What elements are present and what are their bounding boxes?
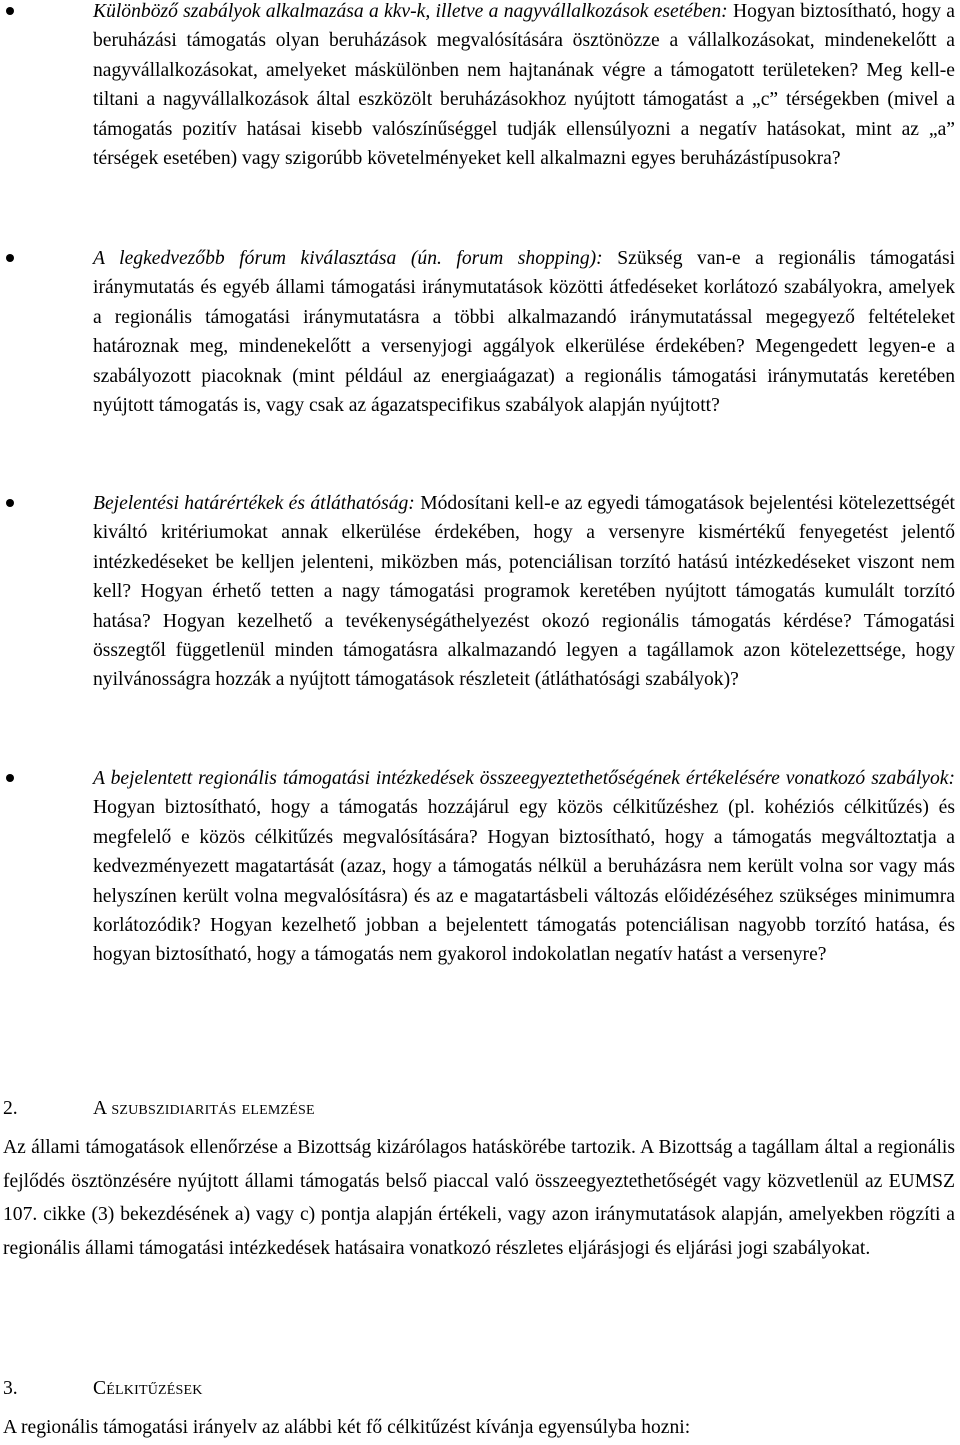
bullet-lead: Bejelentési határértékek és átláthatóság: (93, 493, 415, 514)
bullet-icon (6, 774, 14, 782)
bullet-lead: A bejelentett regionális támogatási intézkedések összeegyeztethetőségének értékelésére vonatkozó szabályok: (93, 768, 955, 789)
bullet-text (93, 764, 955, 970)
bullet-body: Hogyan biztosítható, hogy a támogatás hozzájárul egy közös célkitűzéshez (pl. kohéziós célkitűzés) és megfelelő e közös célkitűzés megvalósítására? Hogyan biztosítható, hogy a támogatás megváltoztatja a kedvezményezett magatartását (azaz, hogy a támogatás nélkül a beruházásra nem került volna sor vagy más helyszínen került volna megvalósításra) és az e magatartásbeli változás előidézéséhez szükséges minimumra korlátozódik? Hogyan kezelhető jobban a bejelentett támogatás potenciálisan nagyobb torzító hatása, és hogyan biztosítható, hogy a támogatás nem gyakorol indokolatlan negatív hatást a versenyre? (93, 797, 955, 966)
section-number: 3. (3, 1378, 18, 1399)
bullet-body: Módosítani kell-e az egyedi támogatások bejelentési kötelezettségét kiváltó kritériumokat annak elkerülése érdekében, hogy a versenyre kismértékű fenyegetést jelentő intézkedéseket be kelljen jelenteni, miközben más, potenciálisan torzító hatású intézkedéseket viszont nem kell? Hogyan érhető tetten a nagy támogatási programok keretében nyújtott támogatás kumulált torzító hatása? Hogyan kezelhető a tevékenységáthelyezést okozó regionális támogatás kérdése? Támogatási összegtől függetlenül minden támogatásra alkalmazandó legyen a tagállamok azon kötelezettsége, hogy nyilvánosságra hozzák a nyújtott támogatások részleteit (átláthatósági szabályok)? (93, 493, 955, 691)
section-title: Célkitűzések (93, 1378, 203, 1399)
bullet-icon (6, 499, 14, 507)
bullet-lead: Különböző szabályok alkalmazása a kkv-k, illetve a nagyvállalkozások esetében: (93, 1, 728, 22)
bullet-text (93, 489, 955, 695)
bullet-body: Szükség van-e a regionális támogatási iránymutatás és egyéb állami támogatási iránymutatások közötti átfedéseket korlátozó szabályokra, amelyek a regionális támogatási iránymutatásra a többi alkalmazandó iránymutatással megegyező feltételeket határoznak meg, mindenekelőtt a versenyjogi aggályok elkerülése érdekében? Megengedett legyen-e a szabályozott piacoknak (mint például az energiaágazat) a regionális támogatási iránymutatás keretében nyújtott támogatás is, vagy csak az ágazatspecifikus szabályok alapján nyújtott? (93, 248, 956, 417)
section-paragraph: A regionális támogatási irányelv az alábbi két fő célkitűzést kívánja egyensúlyba hozni: (3, 1417, 691, 1438)
section-title: A szubszidiaritás elemzése (93, 1098, 315, 1119)
bullet-body: Hogyan biztosítható, hogy a beruházási támogatás olyan beruházások megvalósítására ösztönözze a vállalkozásokat, mindenekelőtt a nagyvállalkozásokat, amelyeket máskülönben nem hajtanának végre a támogatott területeken? Meg kell-e tiltani a nagyvállalkozások által eszközölt beruházásokhoz nyújtott támogatást a „c” térségekben (mivel a támogatás pozitív hatásai kisebb valószínűséggel tudják ellensúlyozni a negatív hatásokat, mint az „a” térségek esetében) vagy szigorúbb követelményeket kell alkalmazni egyes beruházástípusokra? (93, 1, 955, 170)
bullet-lead: A legkedvezőbb fórum kiválasztása (ún. forum shopping): (93, 248, 603, 269)
bullet-text (93, 0, 955, 173)
section-number: 2. (3, 1098, 18, 1119)
bullet-icon (6, 254, 14, 262)
bullet-icon (6, 7, 14, 15)
bullet-text (93, 244, 955, 420)
section-paragraph: Az állami támogatások ellenőrzése a Bizottság kizárólagos hatáskörébe tartozik. A Bizottság a tagállam által a regionális fejlődés ösztönzésére nyújtott állami támogatás belső piaccal való összeegyeztethetőségét vagy közvetlenül az EUMSZ 107. cikke (3) bekezdésének a) vagy c) pontja alapján értékeli, vagy azon iránymutatások alapján, amelyekben rögzíti a regionális állami támogatási intézkedések hatásaira vonatkozó részletes eljárásjogi és eljárási jogi szabályokat. (3, 1137, 955, 1259)
